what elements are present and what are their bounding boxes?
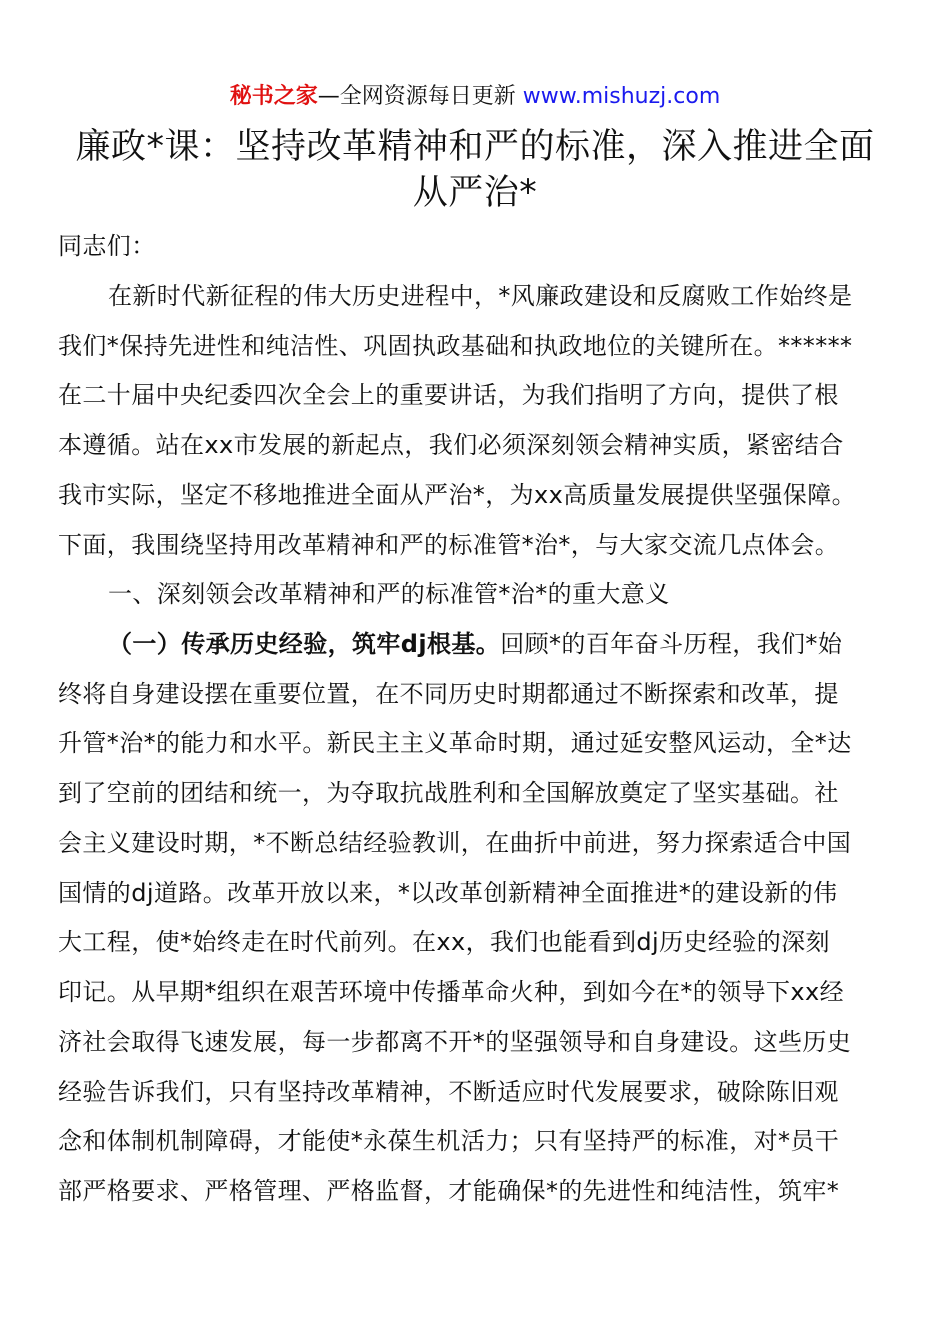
text-line: 我市实际，坚定不移地推进全面从严治*，为xx高质量发展提供坚强保障。 bbox=[58, 481, 857, 509]
text-run: 回顾*的百年奋斗历程，我们*始 bbox=[500, 630, 843, 658]
banner-url-link[interactable]: www.mishuzj.com bbox=[522, 84, 721, 109]
banner-brand: 秘书之家 bbox=[229, 84, 318, 109]
document-title bbox=[40, 124, 910, 216]
subsection-heading: （一）传承历史经验，筑牢dj根基。 bbox=[108, 630, 501, 658]
text-line: 大工程，使*始终走在时代前列。在xx，我们也能看到dj历史经验的深刻 bbox=[58, 928, 830, 956]
text-line: 会主义建设时期，*不断总结经验教训，在曲折中前进，努力探索适合中国 bbox=[58, 829, 852, 857]
salutation: 同志们： bbox=[58, 232, 156, 260]
text-line: 在新时代新征程的伟大历史进程中，*风廉政建设和反腐败工作始终是 bbox=[108, 282, 853, 310]
section-heading: 一、深刻领会改革精神和严的标准管*治*的重大意义 bbox=[108, 580, 670, 608]
text-line: 济社会取得飞速发展，每一步都离不开*的坚强领导和自身建设。这些历史 bbox=[58, 1028, 852, 1056]
text-line: 下面，我围绕坚持用改革精神和严的标准管*治*，与大家交流几点体会。 bbox=[58, 531, 840, 559]
text-line: 到了空前的团结和统一，为夺取抗战胜利和全国解放奠定了坚实基础。社 bbox=[58, 779, 839, 807]
text-line: 在二十届中央纪委四次全会上的重要讲话，为我们指明了方向，提供了根 bbox=[58, 381, 839, 409]
text-line: 部严格要求、严格管理、严格监督，才能确保*的先进性和纯洁性，筑牢* bbox=[58, 1177, 840, 1205]
subsection-paragraph-start bbox=[108, 627, 842, 661]
text-line: 国情的dj道路。改革开放以来，*以改革创新精神全面推进*的建设新的伟 bbox=[58, 879, 838, 907]
site-banner bbox=[0, 80, 950, 114]
text-line: 终将自身建设摆在重要位置，在不同历史时期都通过不断探索和改革，提 bbox=[58, 680, 839, 708]
title-line-2: 从严治* bbox=[412, 173, 538, 213]
text-line: 本遵循。站在xx市发展的新起点，我们必须深刻领会精神实质，紧密结合 bbox=[58, 431, 844, 459]
text-line: 印记。从早期*组织在艰苦环境中传播革命火种，到如今在*的领导下xx经 bbox=[58, 978, 845, 1006]
title-line-1: 廉政*课：坚持改革精神和严的标准，深入推进全面 bbox=[75, 127, 875, 167]
text-line: 我们*保持先进性和纯洁性、巩固执政基础和执政地位的关键所在。****** bbox=[58, 332, 853, 360]
banner-slogan: —全网资源每日更新 bbox=[317, 84, 523, 109]
text-line: 经验告诉我们，只有坚持改革精神，不断适应时代发展要求，破除陈旧观 bbox=[58, 1078, 839, 1106]
text-line: 升管*治*的能力和水平。新民主主义革命时期，通过延安整风运动，全*达 bbox=[58, 729, 852, 757]
text-line: 念和体制机制障碍，才能使*永葆生机活力；只有坚持严的标准，对*员干 bbox=[58, 1127, 840, 1155]
